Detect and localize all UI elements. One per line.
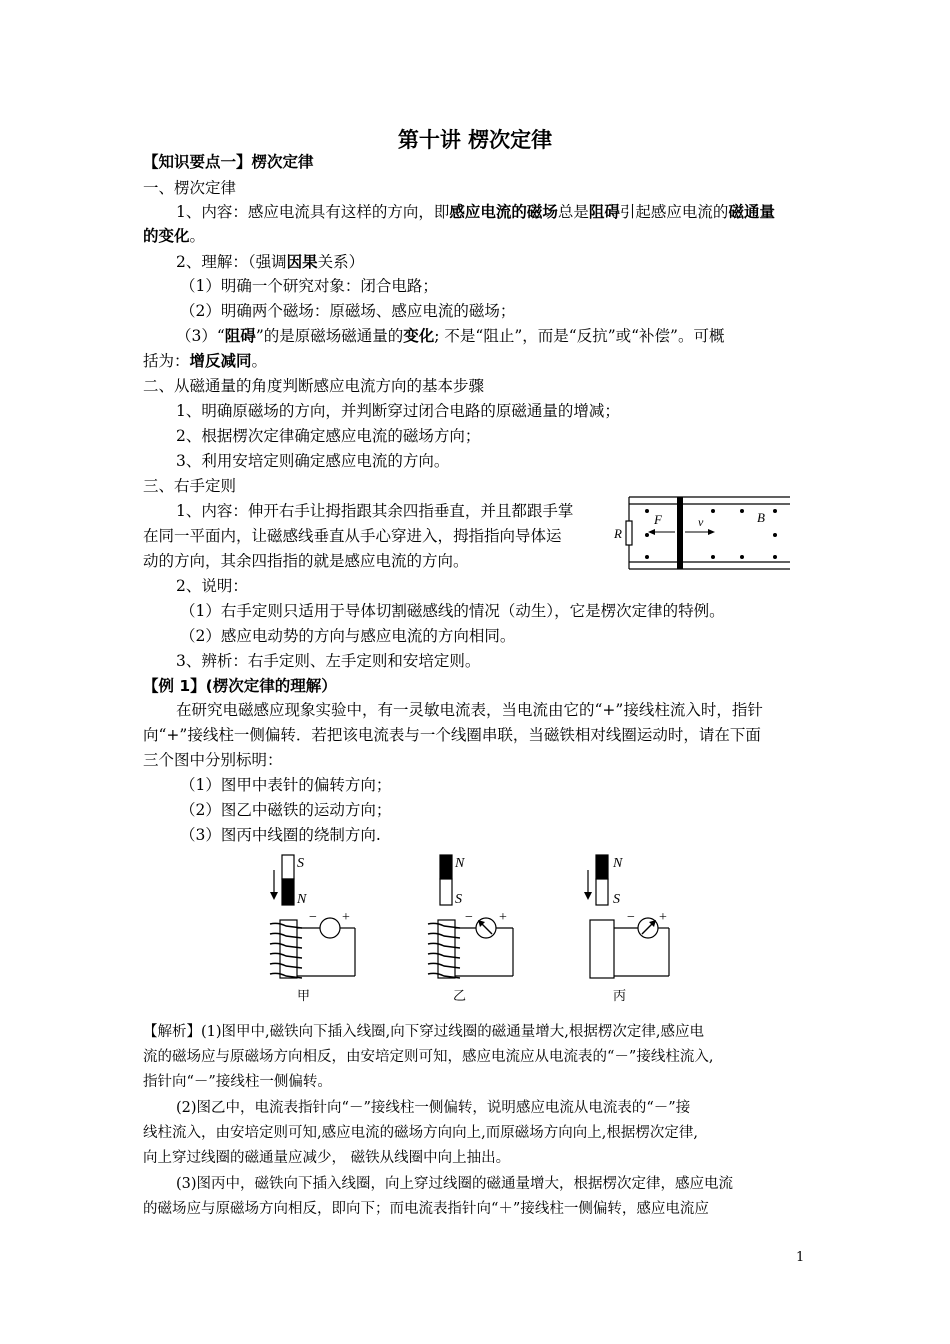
u3-a: （3）“ bbox=[176, 327, 225, 345]
label-R: R bbox=[614, 526, 622, 541]
magnet-bottom-label: S bbox=[613, 892, 620, 907]
content-bold-3: 磁通量 bbox=[728, 202, 775, 221]
label-v: v bbox=[698, 515, 704, 529]
analysis-line-6: 向上穿过线圈的磁通量应减少， 磁铁从线圈中向上抽出。 bbox=[143, 1150, 511, 1166]
understand-prefix: 2、理解：（强调 bbox=[176, 253, 287, 271]
resistor bbox=[626, 521, 632, 545]
figure-caption-jia: 甲 bbox=[297, 988, 311, 1003]
example1-line-3: 三个图中分别标明： bbox=[143, 751, 283, 769]
magnet-s-half bbox=[282, 855, 294, 879]
plus-terminal: + bbox=[342, 910, 350, 925]
u3-h: 。 bbox=[251, 352, 268, 370]
rh-line-3: 动的方向，其余四指指的就是感应电流的方向。 bbox=[143, 552, 469, 570]
content-line-1 bbox=[176, 200, 775, 224]
example1-line-2: 向“+”接线柱一侧偏转．若把该电流表与一个线圈串联，当磁铁相对线圈运动时，请在下面 bbox=[143, 726, 761, 744]
content-prefix: 1、内容：感应电流具有这样的方向，即 bbox=[176, 203, 450, 221]
u3-e: ; 不是“阻止”，而是“反抗”或“补偿”。可概 bbox=[434, 327, 725, 345]
analysis-line-3: 指针向“－”接线柱一侧偏转。 bbox=[143, 1074, 332, 1090]
content-mid-1: 总是 bbox=[557, 203, 589, 221]
figure-yi bbox=[420, 852, 520, 1004]
down-arrowhead bbox=[584, 892, 592, 900]
understand-item-3-cont bbox=[143, 349, 267, 373]
rail-diagram bbox=[612, 492, 798, 574]
galvanometer bbox=[320, 918, 340, 938]
example1-line-1: 在研究电磁感应现象实验中，有一灵敏电流表，当电流由它的“+”接线柱流入时，指针 bbox=[176, 701, 763, 719]
distinguish: 3、辨析：右手定则、左手定则和安培定则。 bbox=[176, 652, 481, 670]
content-end: 。 bbox=[189, 227, 206, 245]
understand-bold: 因果 bbox=[286, 252, 318, 271]
question-2: （2）图乙中磁铁的运动方向； bbox=[180, 801, 392, 819]
analysis-line-1: 【解析】(1)图甲中,磁铁向下插入线圈,向下穿过线圈的磁通量增大,根据楞次定律,感应电 bbox=[143, 1024, 704, 1040]
example1-heading: 【例 1】(楞次定律的理解） bbox=[143, 677, 337, 695]
figure-caption-yi: 乙 bbox=[453, 988, 467, 1003]
explain-1: （1）右手定则只适用于导体切割磁感线的情况（动生），它是楞次定律的特例。 bbox=[180, 602, 725, 620]
rh-line-1: 1、内容：伸开右手让拇指跟其余四指垂直，并且都跟手掌 bbox=[176, 502, 574, 520]
figure-bing bbox=[576, 852, 676, 1004]
u3-f: 括为： bbox=[143, 352, 190, 370]
understand-item-1: （1）明确一个研究对象：闭合电路； bbox=[180, 277, 438, 295]
plus-terminal: + bbox=[499, 910, 507, 925]
question-1: （1）图甲中表针的偏转方向； bbox=[180, 776, 392, 794]
figure-caption-bing: 丙 bbox=[613, 988, 627, 1003]
velocity-arrowhead bbox=[708, 529, 715, 535]
minus-terminal: − bbox=[309, 910, 317, 925]
content-bold-1: 感应电流的磁场 bbox=[449, 202, 558, 221]
minus-terminal: − bbox=[627, 910, 635, 925]
coil-core bbox=[280, 920, 297, 978]
content-mid-2: 引起感应电流的 bbox=[619, 203, 729, 221]
page-number: 1 bbox=[796, 1250, 805, 1265]
rh-line-2: 在同一平面内，让磁感线垂直从手心穿进入，拇指指向导体运 bbox=[143, 527, 562, 545]
magnet-n-half bbox=[440, 855, 452, 879]
step-3: 3、利用安培定则确定感应电流的方向。 bbox=[176, 452, 450, 470]
magnet-n-half bbox=[596, 855, 608, 879]
understand-item-2: （2）明确两个磁场：原磁场、感应电流的磁场； bbox=[180, 302, 516, 320]
part2-title: 二、从磁通量的角度判断感应电流方向的基本步骤 bbox=[143, 377, 485, 395]
coil-core bbox=[438, 920, 455, 978]
magnet-n-half bbox=[282, 879, 294, 905]
u3-bold-change: 变化 bbox=[403, 326, 435, 345]
magnet-bottom-label: N bbox=[297, 892, 307, 907]
section-heading-1: 【知识要点一】楞次定律 bbox=[143, 153, 314, 171]
u3-bold-summary: 增反减同 bbox=[189, 351, 252, 370]
minus-terminal: − bbox=[465, 910, 473, 925]
magnet-s-half bbox=[440, 879, 452, 905]
content-line-2 bbox=[143, 224, 205, 248]
analysis-line-2: 流的磁场应与原磁场方向相反，由安培定则可知，感应电流应从电流表的“－”接线柱流入, bbox=[143, 1049, 714, 1065]
label-B: B bbox=[757, 510, 765, 525]
u3-bold-obstruct: 阻碍 bbox=[224, 326, 256, 345]
down-arrowhead bbox=[270, 892, 278, 900]
force-arrowhead bbox=[648, 529, 655, 535]
content-bold-4: 的变化 bbox=[143, 226, 190, 245]
part1-title: 一、楞次定律 bbox=[143, 179, 237, 197]
analysis-line-5: 线柱流入，由安培定则可知,感应电流的磁场方向向上,而原磁场方向向上,根据楞次定律, bbox=[143, 1125, 698, 1141]
understand-line bbox=[176, 250, 364, 274]
analysis-line-7: (3)图丙中，磁铁向下插入线圈，向上穿过线圈的磁通量增大，根据楞次定律，感应电流 bbox=[176, 1176, 734, 1192]
figure-jia bbox=[262, 852, 362, 1004]
understand-item-3 bbox=[176, 324, 724, 348]
step-2: 2、根据楞次定律确定感应电流的磁场方向； bbox=[176, 427, 481, 445]
explain-title: 2、说明： bbox=[176, 577, 248, 595]
content-bold-2: 阻碍 bbox=[588, 202, 620, 221]
magnet-top-label: N bbox=[455, 856, 465, 871]
magnet-top-label: S bbox=[297, 856, 304, 871]
understand-suffix: 关系） bbox=[317, 253, 365, 271]
question-3: （3）图丙中线圈的绕制方向. bbox=[180, 826, 381, 844]
step-1: 1、明确原磁场的方向，并判断穿过闭合电路的原磁通量的增减； bbox=[176, 402, 620, 420]
analysis-line-4: (2)图乙中，电流表指针向“－”接线柱一侧偏转，说明感应电流从电流表的“－”接 bbox=[176, 1100, 691, 1116]
magnet-top-label: N bbox=[613, 856, 623, 871]
conductor-rod bbox=[677, 497, 683, 569]
page-title: 第十讲 楞次定律 bbox=[397, 128, 553, 152]
magnet-bottom-label: S bbox=[455, 892, 462, 907]
analysis-line-8: 的磁场应与原磁场方向相反，即向下；而电流表指针向“＋”接线柱一侧偏转，感应电流应 bbox=[143, 1201, 709, 1217]
coil-blank bbox=[590, 920, 614, 978]
magnet-s-half bbox=[596, 879, 608, 905]
plus-terminal: + bbox=[659, 910, 667, 925]
u3-c: ”的是原磁场磁通量的 bbox=[255, 327, 404, 345]
label-F: F bbox=[654, 512, 662, 527]
explain-2: （2）感应电动势的方向与感应电流的方向相同。 bbox=[180, 627, 516, 645]
part3-title: 三、右手定则 bbox=[143, 477, 237, 495]
